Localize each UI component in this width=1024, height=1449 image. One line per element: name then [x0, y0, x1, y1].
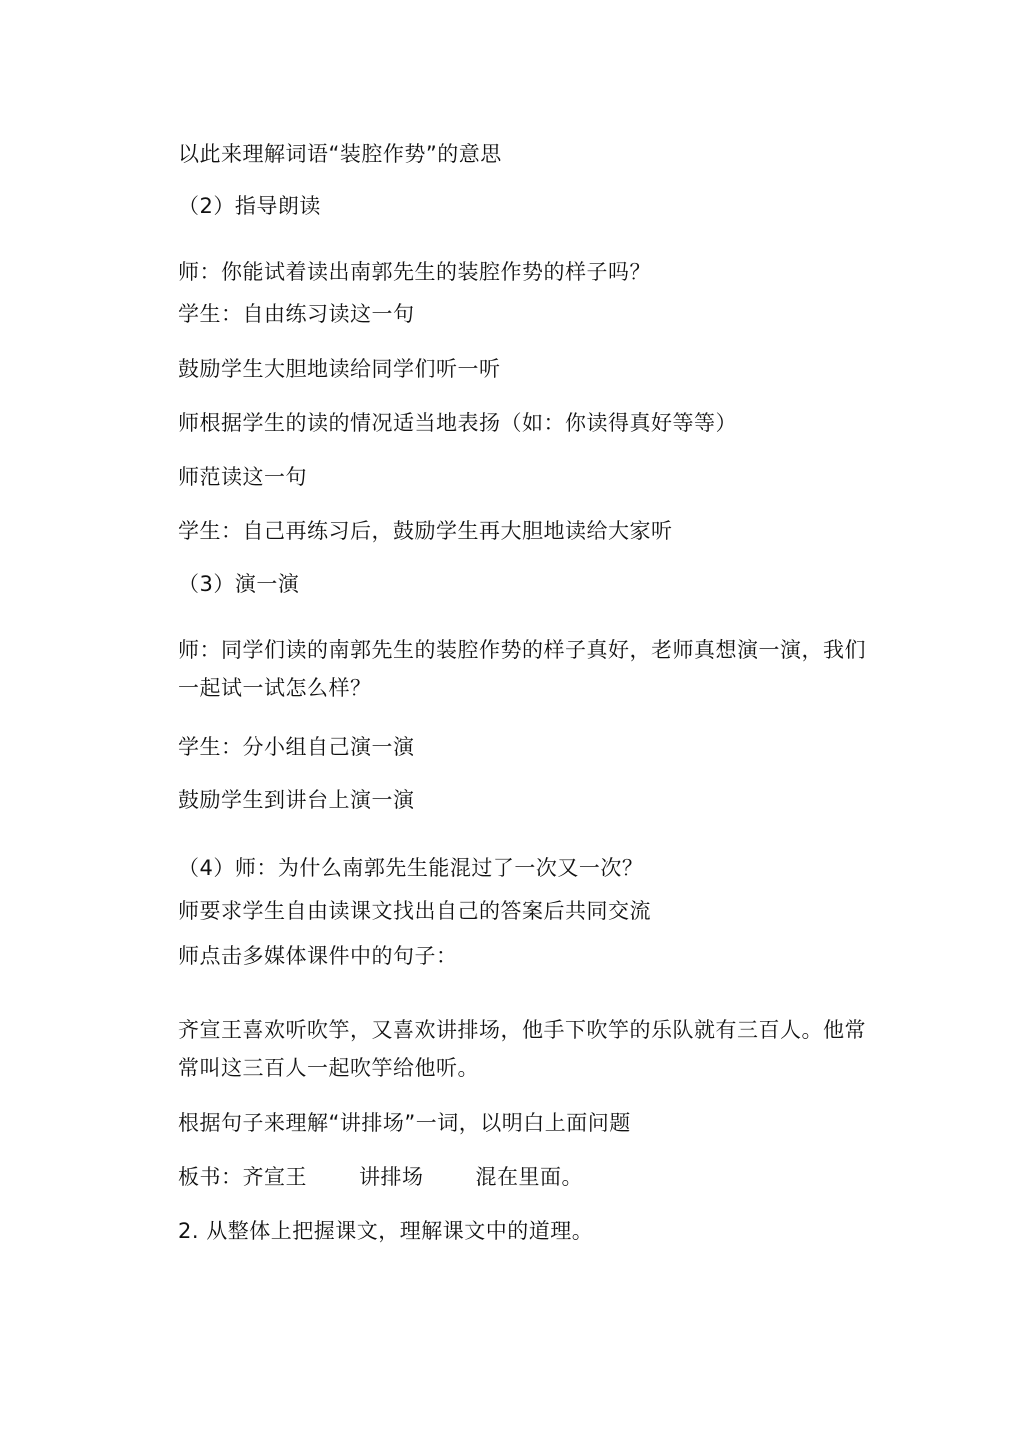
section-heading: （4）师：为什么南郭先生能混过了一次又一次？	[178, 856, 644, 880]
text-line: 学生：分小组自己演一演	[178, 735, 415, 759]
text-line: 鼓励学生大胆地读给同学们听一听	[178, 357, 501, 381]
board-item: 混在里面。	[475, 1165, 583, 1189]
board-line	[178, 1162, 583, 1192]
text-line: 师范读这一句	[178, 465, 307, 489]
text-line: 鼓励学生到讲台上演一演	[178, 788, 415, 812]
text-line: 根据句子来理解“讲排场”一词，以明白上面问题	[178, 1111, 631, 1135]
section-heading: （2）指导朗读	[178, 194, 321, 218]
text-line: 学生：自由练习读这一句	[178, 302, 415, 326]
text-line: 师根据学生的读的情况适当地表扬（如：你读得真好等等）	[178, 411, 737, 435]
board-label: 板书：齐宣王	[178, 1165, 307, 1189]
text-line: 师要求学生自由读课文找出自己的答案后共同交流	[178, 899, 651, 923]
section-heading: （3）演一演	[178, 572, 300, 596]
text-line: 师：你能试着读出南郭先生的装腔作势的样子吗？	[178, 260, 651, 284]
text-line: 2. 从整体上把握课文，理解课文中的道理。	[178, 1219, 594, 1243]
text-line: 以此来理解词语“装腔作势”的意思	[178, 142, 502, 166]
text-paragraph: 师：同学们读的南郭先生的装腔作势的样子真好，老师真想演一演，我们一起试一试怎么样？	[178, 638, 866, 700]
board-item: 讲排场	[359, 1165, 424, 1189]
text-line: 学生：自己再练习后，鼓励学生再大胆地读给大家听	[178, 519, 673, 543]
quoted-paragraph: 齐宣王喜欢听吹竽，又喜欢讲排场，他手下吹竽的乐队就有三百人。他常常叫这三百人一起吹竽给他听。	[178, 1018, 866, 1080]
text-line: 师点击多媒体课件中的句子：	[178, 944, 458, 968]
